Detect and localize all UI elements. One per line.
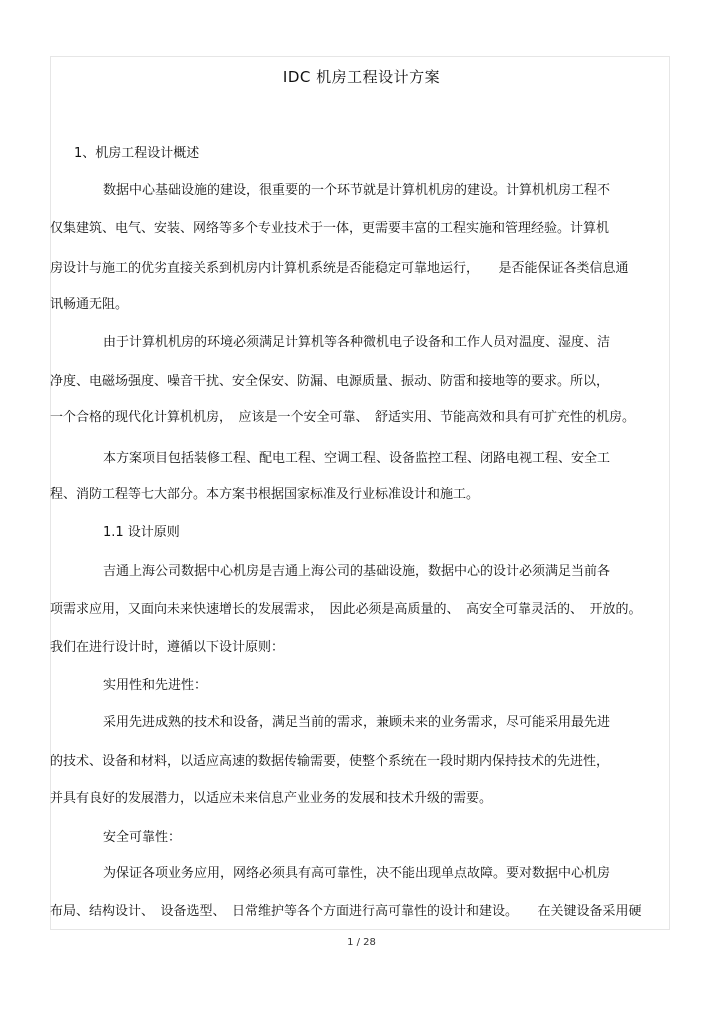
paragraph-1-line-4: 讯畅通无阻。	[50, 297, 129, 312]
paragraph-4-line-1: 吉通上海公司数据中心机房是吉通上海公司的基础设施，数据中心的设计必须满足当前各	[103, 564, 611, 579]
document-title: IDC 机房工程设计方案	[282, 68, 441, 86]
paragraph-1-line-3: 房设计与施工的优劣直接关系到机房内计算机系统是否能稳定可靠地运行， 是否能保证各类信息通	[50, 261, 629, 276]
paragraph-4-line-3: 我们在进行设计时，遵循以下设计原则：	[50, 640, 285, 655]
paragraph-5-line-1: 采用先进成熟的技术和设备，满足当前的需求，兼顾未来的业务需求，尽可能采用最先进	[103, 715, 611, 730]
page-number: 1 / 28	[347, 937, 376, 948]
subheading-practicality: 实用性和先进性：	[103, 678, 208, 693]
paragraph-3-line-2: 程、消防工程等七大部分。本方案书根据国家标准及行业标准设计和施工。	[50, 487, 480, 502]
paragraph-5-line-2: 的技术、设备和材料，以适应高速的数据传输需要，使整个系统在一段时期内保持技术的先进性，	[50, 754, 610, 769]
paragraph-2-line-1: 由于计算机机房的环境必须满足计算机等各种微机电子设备和工作人员对温度、湿度、洁	[103, 335, 611, 350]
paragraph-2-line-3: 一个合格的现代化计算机机房， 应该是一个安全可靠、 舒适实用、节能高效和具有可扩充性的机房。	[50, 410, 636, 425]
paragraph-5-line-3: 并具有良好的发展潜力，以适应未来信息产业业务的发展和技术升级的需要。	[50, 791, 493, 806]
subheading-reliability: 安全可靠性：	[103, 830, 182, 845]
paragraph-6-line-2: 布局、结构设计、 设备选型、 日常维护等各个方面进行高可靠性的设计和建设。 在关键设备采用硬	[50, 904, 642, 919]
paragraph-1-line-1: 数据中心基础设施的建设，很重要的一个环节就是计算机机房的建设。计算机机房工程不	[103, 183, 611, 198]
section-heading-1-1: 1.1 设计原则	[103, 525, 180, 540]
paragraph-4-line-2: 项需求应用，又面向未来快速增长的发展需求， 因此必须是高质量的、 高安全可靠灵活的、 开放的。	[50, 602, 642, 617]
paragraph-6-line-1: 为保证各项业务应用，网络必须具有高可靠性，决不能出现单点故障。要对数据中心机房	[103, 866, 611, 881]
section-heading-1: 1、机房工程设计概述	[74, 146, 200, 161]
paragraph-2-line-2: 净度、电磁场强度、噪音干扰、安全保安、防漏、电源质量、振动、防雷和接地等的要求。所以，	[50, 374, 610, 389]
paragraph-3-line-1: 本方案项目包括装修工程、配电工程、空调工程、设备监控工程、闭路电视工程、安全工	[103, 451, 611, 466]
paragraph-1-line-2: 仅集建筑、电气、安装、网络等多个专业技术于一体，更需要丰富的工程实施和管理经验。计算机	[50, 221, 610, 236]
